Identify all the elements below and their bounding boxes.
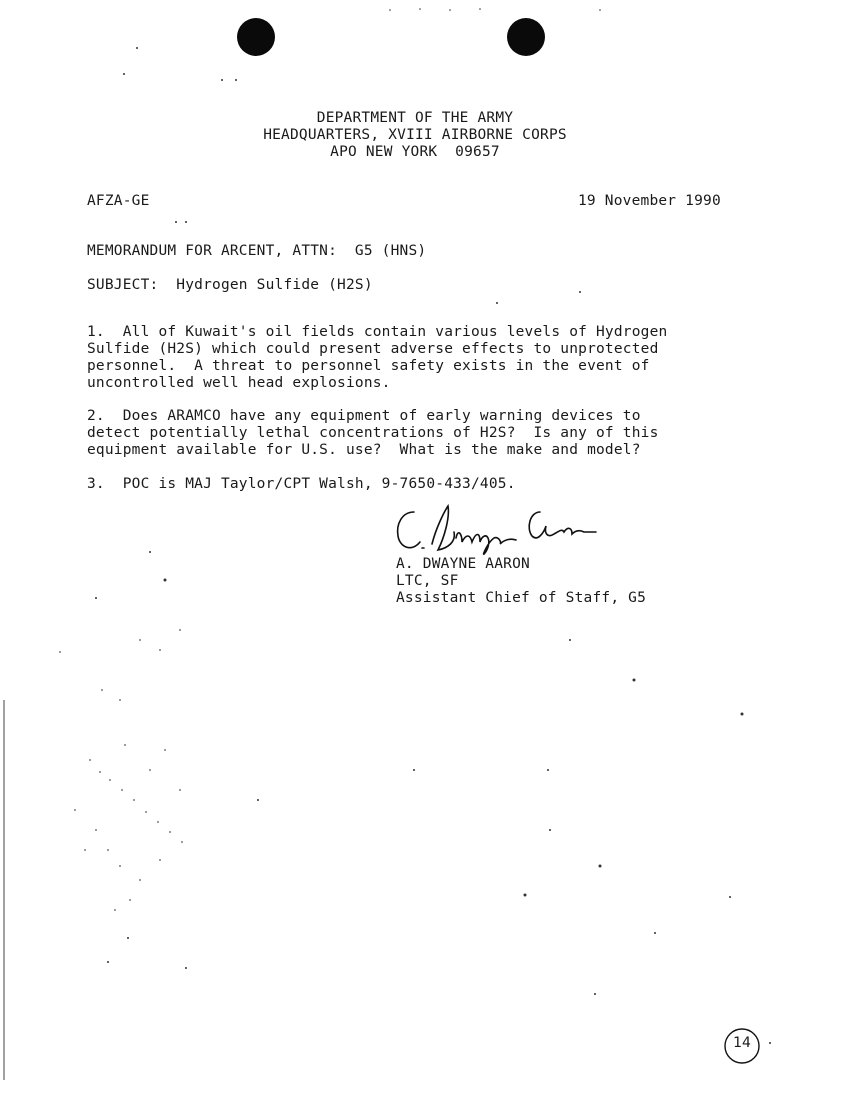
punch-hole-left [237, 18, 275, 56]
letterhead-department: DEPARTMENT OF THE ARMY [316, 110, 514, 126]
letterhead-headquarters: HEADQUARTERS, XVIII AIRBORNE CORPS [263, 127, 567, 143]
paragraph-line: Sulfide (H2S) which could present adverse effects to unprotected [87, 341, 659, 357]
paragraph-1 [87, 324, 667, 392]
paragraph-3 [87, 476, 516, 493]
signer-title: Assistant Chief of Staff, G5 [396, 590, 647, 606]
paragraph-line: detect potentially lethal concentrations of H2S? Is any of this [87, 425, 659, 441]
paragraph-line: 3. POC is MAJ Taylor/CPT Walsh, 9-7650-433/405. [87, 476, 516, 492]
paragraph-line: equipment available for U.S. use? What is the make and model? [87, 442, 641, 458]
memo-date: 19 November 1990 [578, 193, 721, 209]
subject-line: SUBJECT: Hydrogen Sulfide (H2S) [87, 277, 373, 293]
letterhead-address: APO NEW YORK 09657 [330, 144, 500, 160]
office-symbol: AFZA-GE [87, 193, 150, 209]
punch-hole-right [507, 18, 545, 56]
paragraph-line: personnel. A threat to personnel safety exists in the event of [87, 358, 650, 374]
paragraph-line: 2. Does ARAMCO have any equipment of early warning devices to [87, 408, 641, 424]
paragraph-line: uncontrolled well head explosions. [87, 375, 391, 391]
handwritten-signature [392, 498, 602, 558]
memo-for-line: MEMORANDUM FOR ARCENT, ATTN: G5 (HNS) [87, 243, 427, 259]
page-number: 14 [733, 1035, 751, 1051]
paragraph-2 [87, 408, 659, 459]
signer-rank: LTC, SF [396, 573, 459, 589]
signer-name: A. DWAYNE AARON [396, 556, 530, 572]
page-number-stamp [722, 1026, 762, 1066]
paragraph-line: 1. All of Kuwait's oil fields contain various levels of Hydrogen [87, 324, 668, 340]
